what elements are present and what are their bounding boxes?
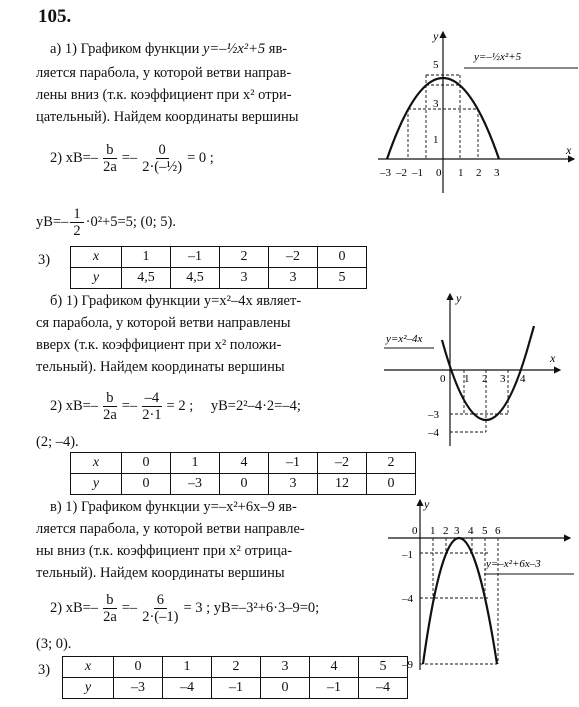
part-c-line: тельный). Найдем координаты вершины [36,565,285,581]
part-b-vertex: (2; –4). [36,434,79,450]
svg-text:3: 3 [454,525,460,537]
part-a-table-label: 3) [38,252,51,268]
svg-text:–9: –9 [402,659,413,671]
svg-text:–3: –3 [380,167,391,179]
svg-text:2: 2 [476,167,482,179]
svg-text:5: 5 [433,59,439,71]
svg-text:–2: –2 [396,167,407,179]
part-b-body [36,312,291,378]
part-c-value-table [62,656,408,699]
svg-text:4: 4 [468,525,474,537]
table-row: y 4,5 4,5 3 3 5 [71,268,367,289]
part-a-line1: а) 1) Графиком функции y=–½x²+5 яв- [50,41,288,57]
svg-text:y: y [433,29,439,43]
svg-text:–3: –3 [428,409,439,421]
part-c-xvertex: 2) xВ=– $\frac{b}{2a}$ =– $\frac{6}{2\cdot(-1)}$ = 3 ; yВ=–3²+6·3–9=0; [50,592,320,625]
part-c-body [36,518,305,584]
svg-text:2: 2 [443,525,449,537]
part-c-line1: в) 1) Графиком функции y=–x²+6x–9 яв- [50,499,297,515]
table-row: x 0 1 4 –1 –2 2 [71,453,416,474]
svg-text:4: 4 [520,373,526,385]
graph-a-label: y=–½x²+5 [474,51,522,63]
svg-text:5: 5 [482,525,488,537]
svg-text:1: 1 [433,134,439,146]
graph-c-label: y=–x²+6x–3 [486,558,541,570]
svg-text:6: 6 [495,525,501,537]
svg-text:0: 0 [436,167,442,179]
graph-b [384,290,564,450]
svg-text:2: 2 [482,373,488,385]
svg-text:3: 3 [500,373,506,385]
table-row: x 0 1 2 3 4 5 [63,657,408,678]
part-a-line: цательный). Найдем координаты вершины [36,109,299,125]
svg-text:3: 3 [433,98,439,110]
svg-text:y: y [424,497,430,511]
part-c-line: ны вниз (т.к. коэффициент при x² отрица- [36,543,293,559]
part-a-text [50,38,287,60]
svg-text:–4: –4 [428,427,439,439]
svg-text:–4: –4 [402,593,413,605]
svg-text:0: 0 [440,373,446,385]
svg-text:–1: –1 [412,167,423,179]
part-b-line1: б) 1) Графиком функции y=x²–4x являет- [50,293,302,309]
part-a-value-table [70,246,367,289]
svg-text:1: 1 [464,373,470,385]
svg-text:1: 1 [430,525,436,537]
part-b-value-table [70,452,416,495]
graph-a [378,28,578,198]
table-row: y 0 –3 0 3 12 0 [71,474,416,495]
graph-c [388,494,574,674]
parabola-curve [423,538,497,664]
problem-number: 105. [38,6,72,27]
part-b-line: тельный). Найдем координаты вершины [36,359,285,375]
part-b-line: вверх (т.к. коэффициент при x² положи- [36,337,282,353]
part-b-line: ся парабола, у которой ветви направлены [36,315,291,331]
svg-text:x: x [550,351,556,365]
part-a-yvertex: yВ=– $\frac{1}{2}$ ·0²+5=5; (0; 5). [36,206,176,239]
svg-text:0: 0 [412,525,418,537]
svg-text:y: y [456,291,462,305]
part-a-line: ляется парабола, у которой ветви направ- [36,65,292,81]
part-a-xvertex: 2) xВ=– $\frac{b}{2a}$ =– $\frac{0}{\text{2·(–½)}}$ = 0 ; [50,142,214,175]
table-row: x 1 –1 2 –2 0 [71,247,367,268]
part-b-text [50,290,301,312]
part-a-line: лены вниз (т.к. коэффициент при x² отри- [36,87,292,103]
part-b-xvertex: 2) xВ=– $\frac{b}{2a}$ =– $\frac{-4}{2\cdot 1}$ = 2 ; yВ=2²–4·2=–4; [50,390,301,423]
part-c-vertex: (3; 0). [36,636,72,652]
svg-text:1: 1 [458,167,464,179]
part-c-table-label: 3) [38,662,51,678]
svg-text:3: 3 [494,167,500,179]
svg-text:x: x [566,143,572,157]
part-a-body [36,62,298,128]
graph-b-label: y=x²–4x [386,333,423,345]
svg-text:–1: –1 [402,549,413,561]
part-c-text [50,496,297,518]
table-row: y –3 –4 –1 0 –1 –4 [63,678,408,699]
part-c-line: ляется парабола, у которой ветви направле- [36,521,305,537]
